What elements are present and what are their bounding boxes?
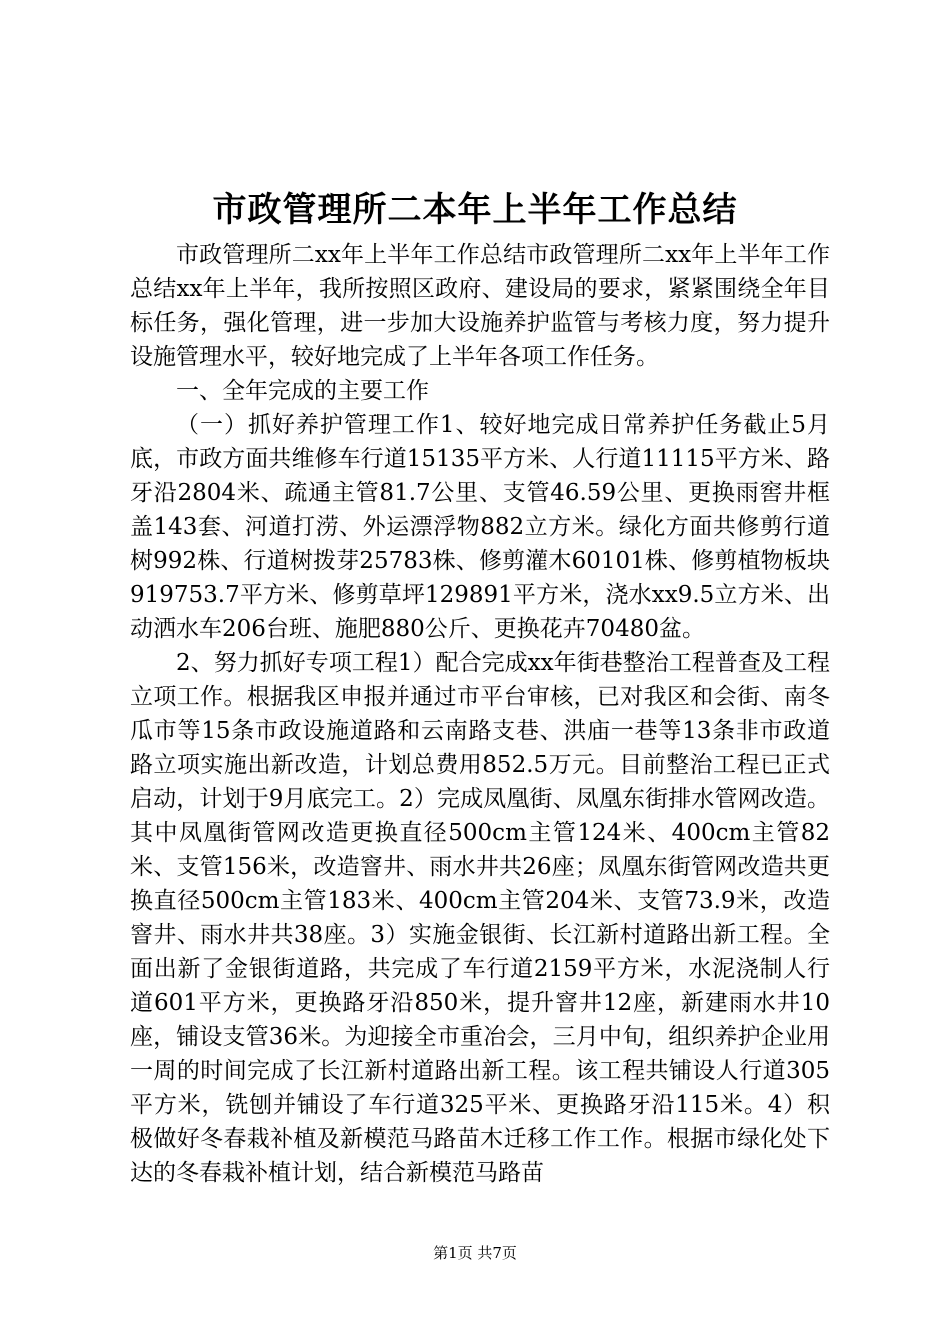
paragraph-maintenance: （一）抓好养护管理工作1、较好地完成日常养护任务截止5月底，市政方面共维修车行道15135平方米、人行道11115平方米、路牙沿2804米、疏通主管81.7公里、支管46.59公里、更换雨窖井框盖143套、河道打涝、外运漂浮物882立方米。绿化方面共修剪行道树992株、行道树拨芽25783株、修剪灌木60101株、修剪植物板块919753.7平方米、修剪草坪129891平方米，浇水xx9.5立方米、出动洒水车206台班、施肥880公斤、更换花卉70480盆。 [130, 412, 830, 642]
paragraph-intro: 市政管理所二xx年上半年工作总结市政管理所二xx年上半年工作总结xx年上半年，我所按照区政府、建设局的要求，紧紧围绕全年目标任务，强化管理，进一步加大设施养护监管与考核力度，努力提升设施管理水平，较好地完成了上半年各项工作任务。 [130, 242, 830, 370]
document-title: 市政管理所二本年上半年工作总结 [212, 190, 738, 230]
section-heading: 一、全年完成的主要工作 [176, 378, 429, 404]
paragraph-projects: 2、努力抓好专项工程1）配合完成xx年街巷整治工程普查及工程立项工作。根据我区申报并通过市平台审核，已对我区和会街、南冬瓜市等15条市政设施道路和云南路支巷、洪庙一巷等13条非市政道路立项实施出新改造，计划总费用852.5万元。目前整治工程已正式启动，计划于9月底完工。2）完成凤凰街、凤凰东街排水管网改造。其中凤凰街管网改造更换直径500cm主管124米、400cm主管82米、支管156米，改造窨井、雨水井共26座；凤凰东街管网改造共更换直径500cm主管183米、400cm主管204米、支管73.9米，改造窨井、雨水井共38座。3）实施金银街、长江新村道路出新工程。全面出新了金银街道路，共完成了车行道2159平方米，水泥浇制人行道601平方米，更换路牙沿850米，提升窨井12座，新建雨水井10座，铺设支管36米。为迎接全市重冶会，三月中旬，组织养护企业用一周的时间完成了长江新村道路出新工程。该工程共铺设人行道305平方米，铣刨并铺设了车行道325平米、更换路牙沿115米。4）积极做好冬春栽补植及新模范马路苗木迁移工作工作。根据市绿化处下达的冬春栽补植计划，结合新模范马路苗 [130, 650, 830, 1186]
document-body [130, 238, 830, 1190]
page-footer: 第1页 共7页 [433, 1244, 517, 1262]
